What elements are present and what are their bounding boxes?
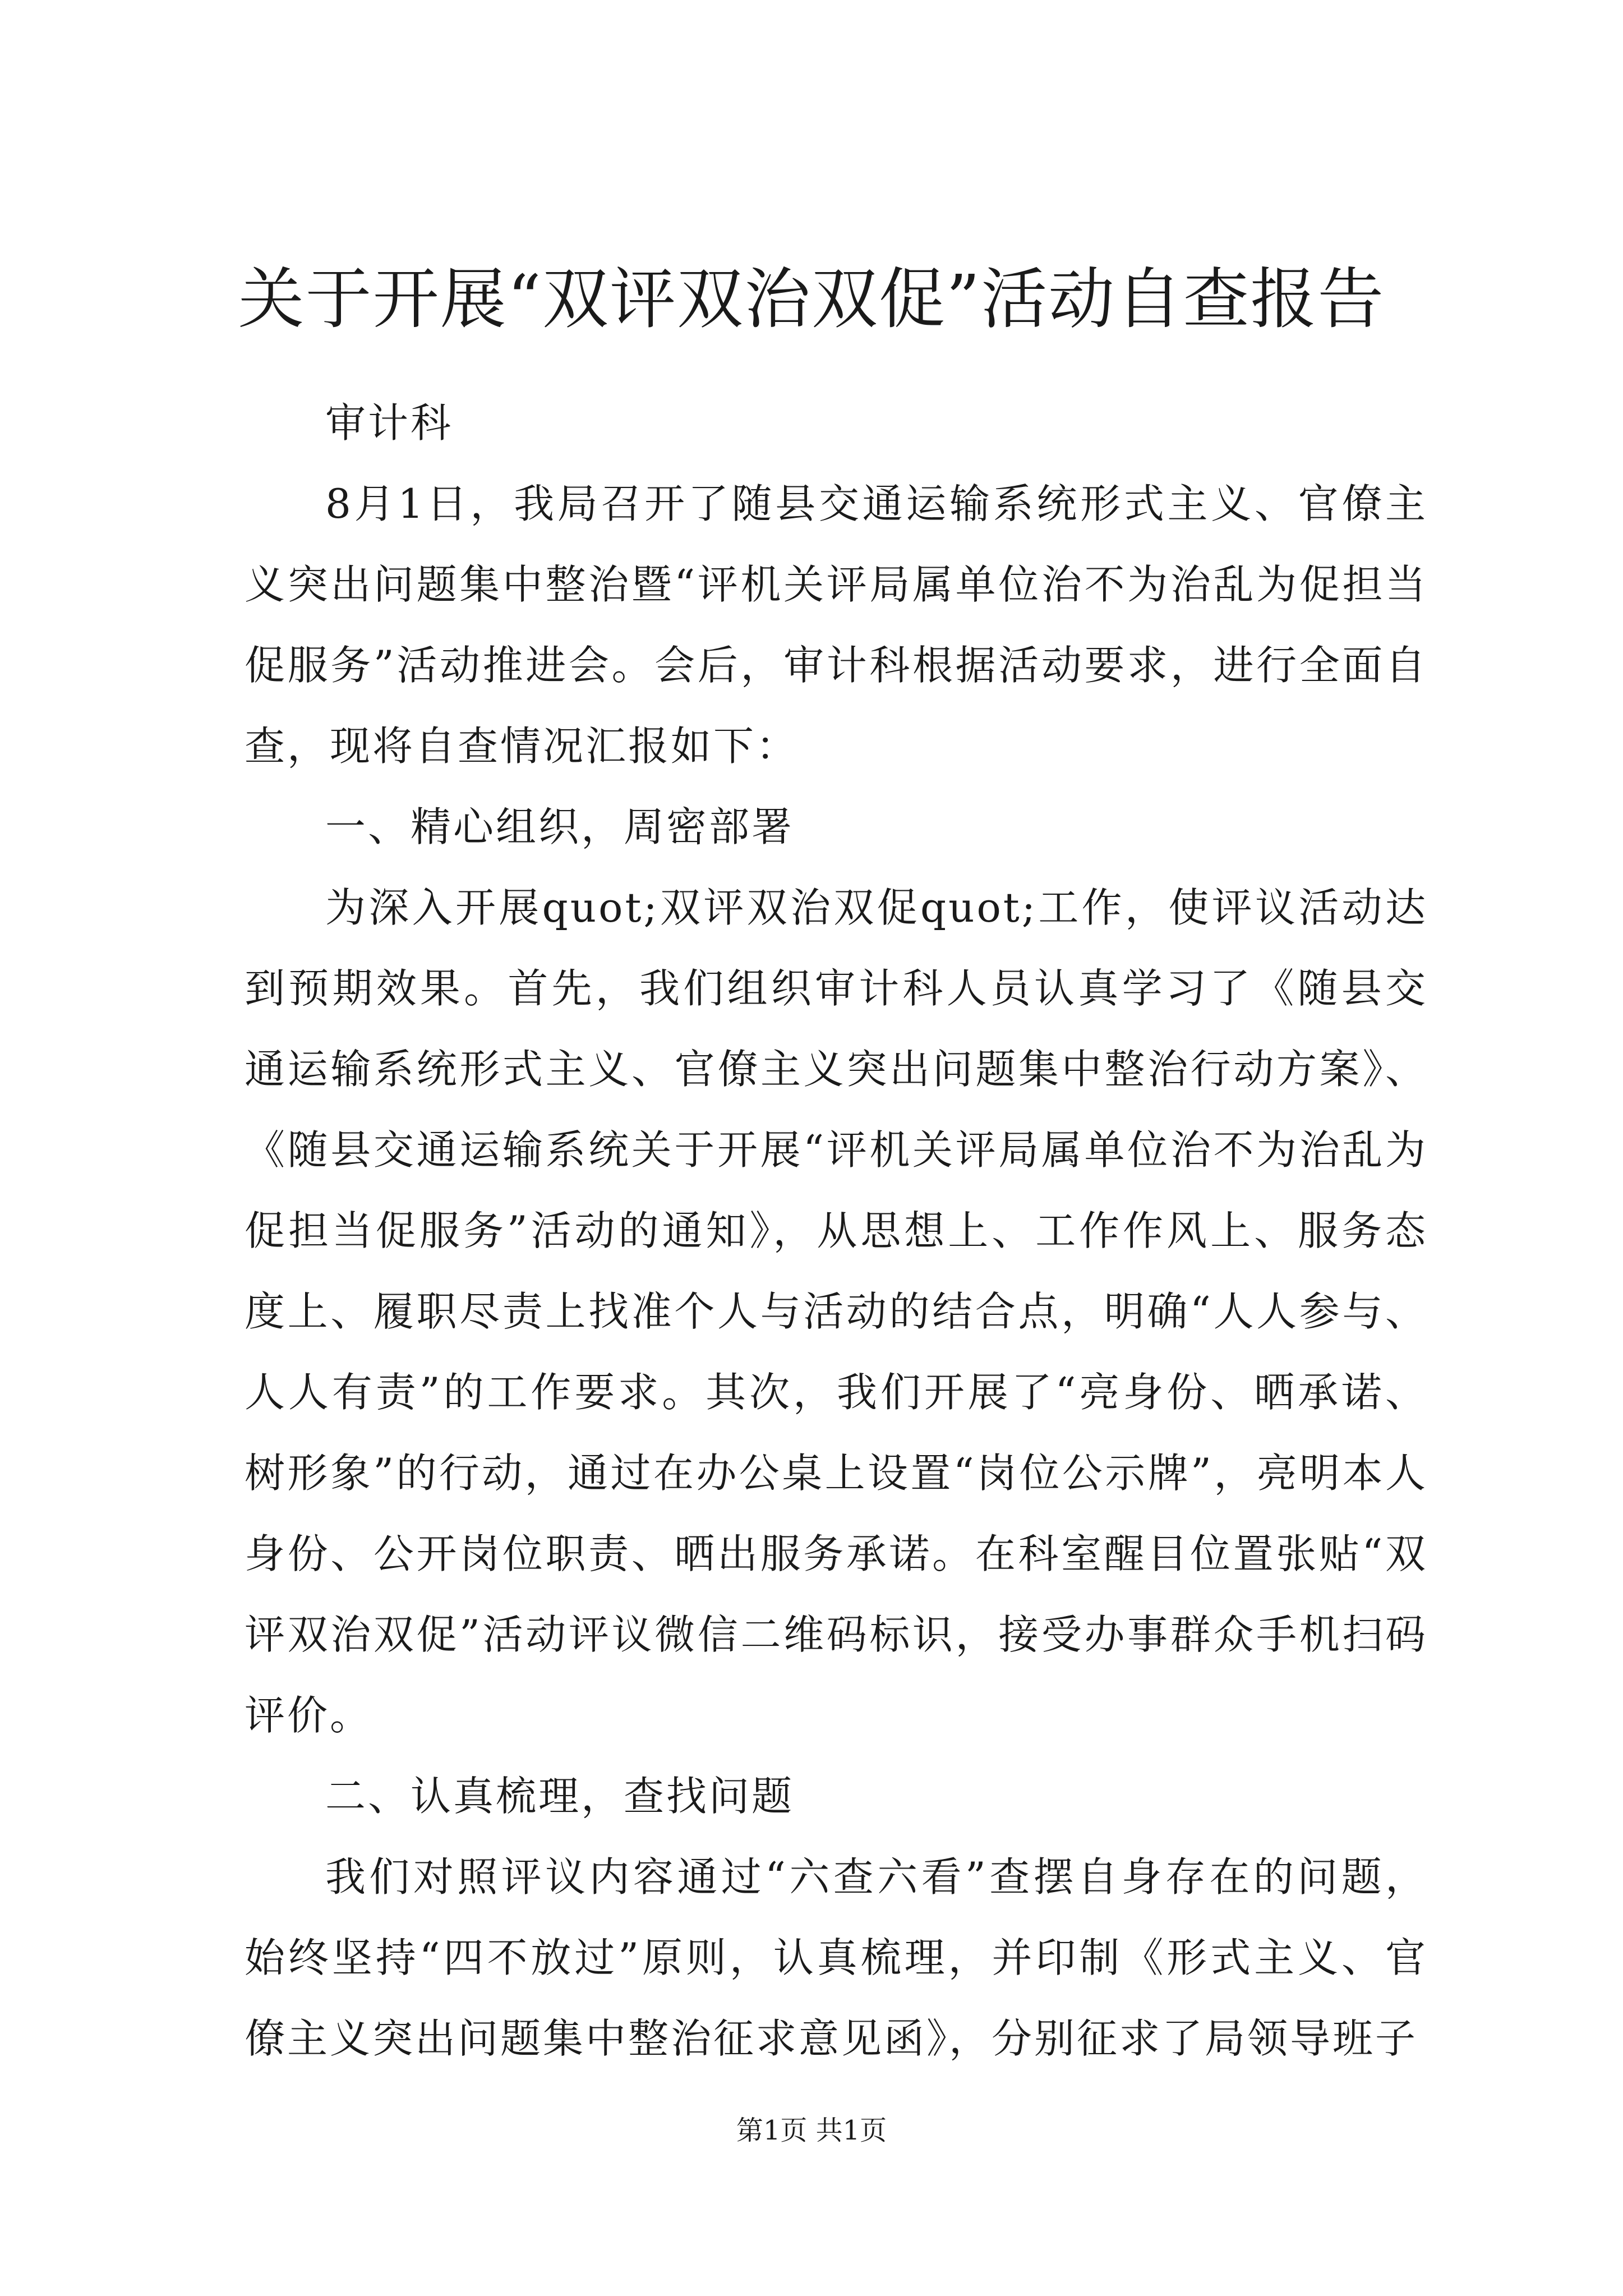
paragraph-section-2: 我们对照评议内容通过“六查六看”查摆自身存在的问题，始终坚持“四不放过”原则，认真梳理，并印制《形式主义、官僚主义突出问题集中整治征求意见函》，分别征求了局领导班子	[245, 1853, 1428, 2062]
department-line: 审计科	[325, 399, 454, 447]
section-heading-1: 一、精心组织，周密部署	[325, 803, 795, 850]
document-body	[245, 383, 1428, 2079]
section-heading-2: 二、认真梳理，查找问题	[325, 1773, 795, 1820]
page-footer: 第1页 共1页	[736, 2115, 887, 2146]
document-title: 关于开展“双评双治双促”活动自查报告	[238, 260, 1385, 338]
paragraph-intro: 8月1日，我局召开了随县交通运输系统形式主义、官僚主义突出问题集中整治暨“评机关评局属单位治不为治乱为促担当促服务”活动推进会。会后，审计科根据活动要求，进行全面自查，现将自查情况汇报如下：	[245, 480, 1428, 770]
paragraph-section-1: 为深入开展quot;双评双治双促quot;工作，使评议活动达到预期效果。首先，我们组织审计科人员认真学习了《随县交通运输系统形式主义、官僚主义突出问题集中整治行动方案》、《随县交通运输系统关于开展“评机关评局属单位治不为治乱为促担当促服务”活动的通知》，从思想上、工作作风上、服务态度上、履职尽责上找准个人与活动的结合点，明确“人人参与、人人有责”的工作要求。其次，我们开展了“亮身份、晒承诺、树形象”的行动，通过在办公桌上设置“岗位公示牌”，亮明本人身份、公开岗位职责、晒出服务承诺。在科室醒目位置张贴“双评双治双促”活动评议微信二维码标识，接受办事群众手机扫码评价。	[245, 884, 1428, 1739]
